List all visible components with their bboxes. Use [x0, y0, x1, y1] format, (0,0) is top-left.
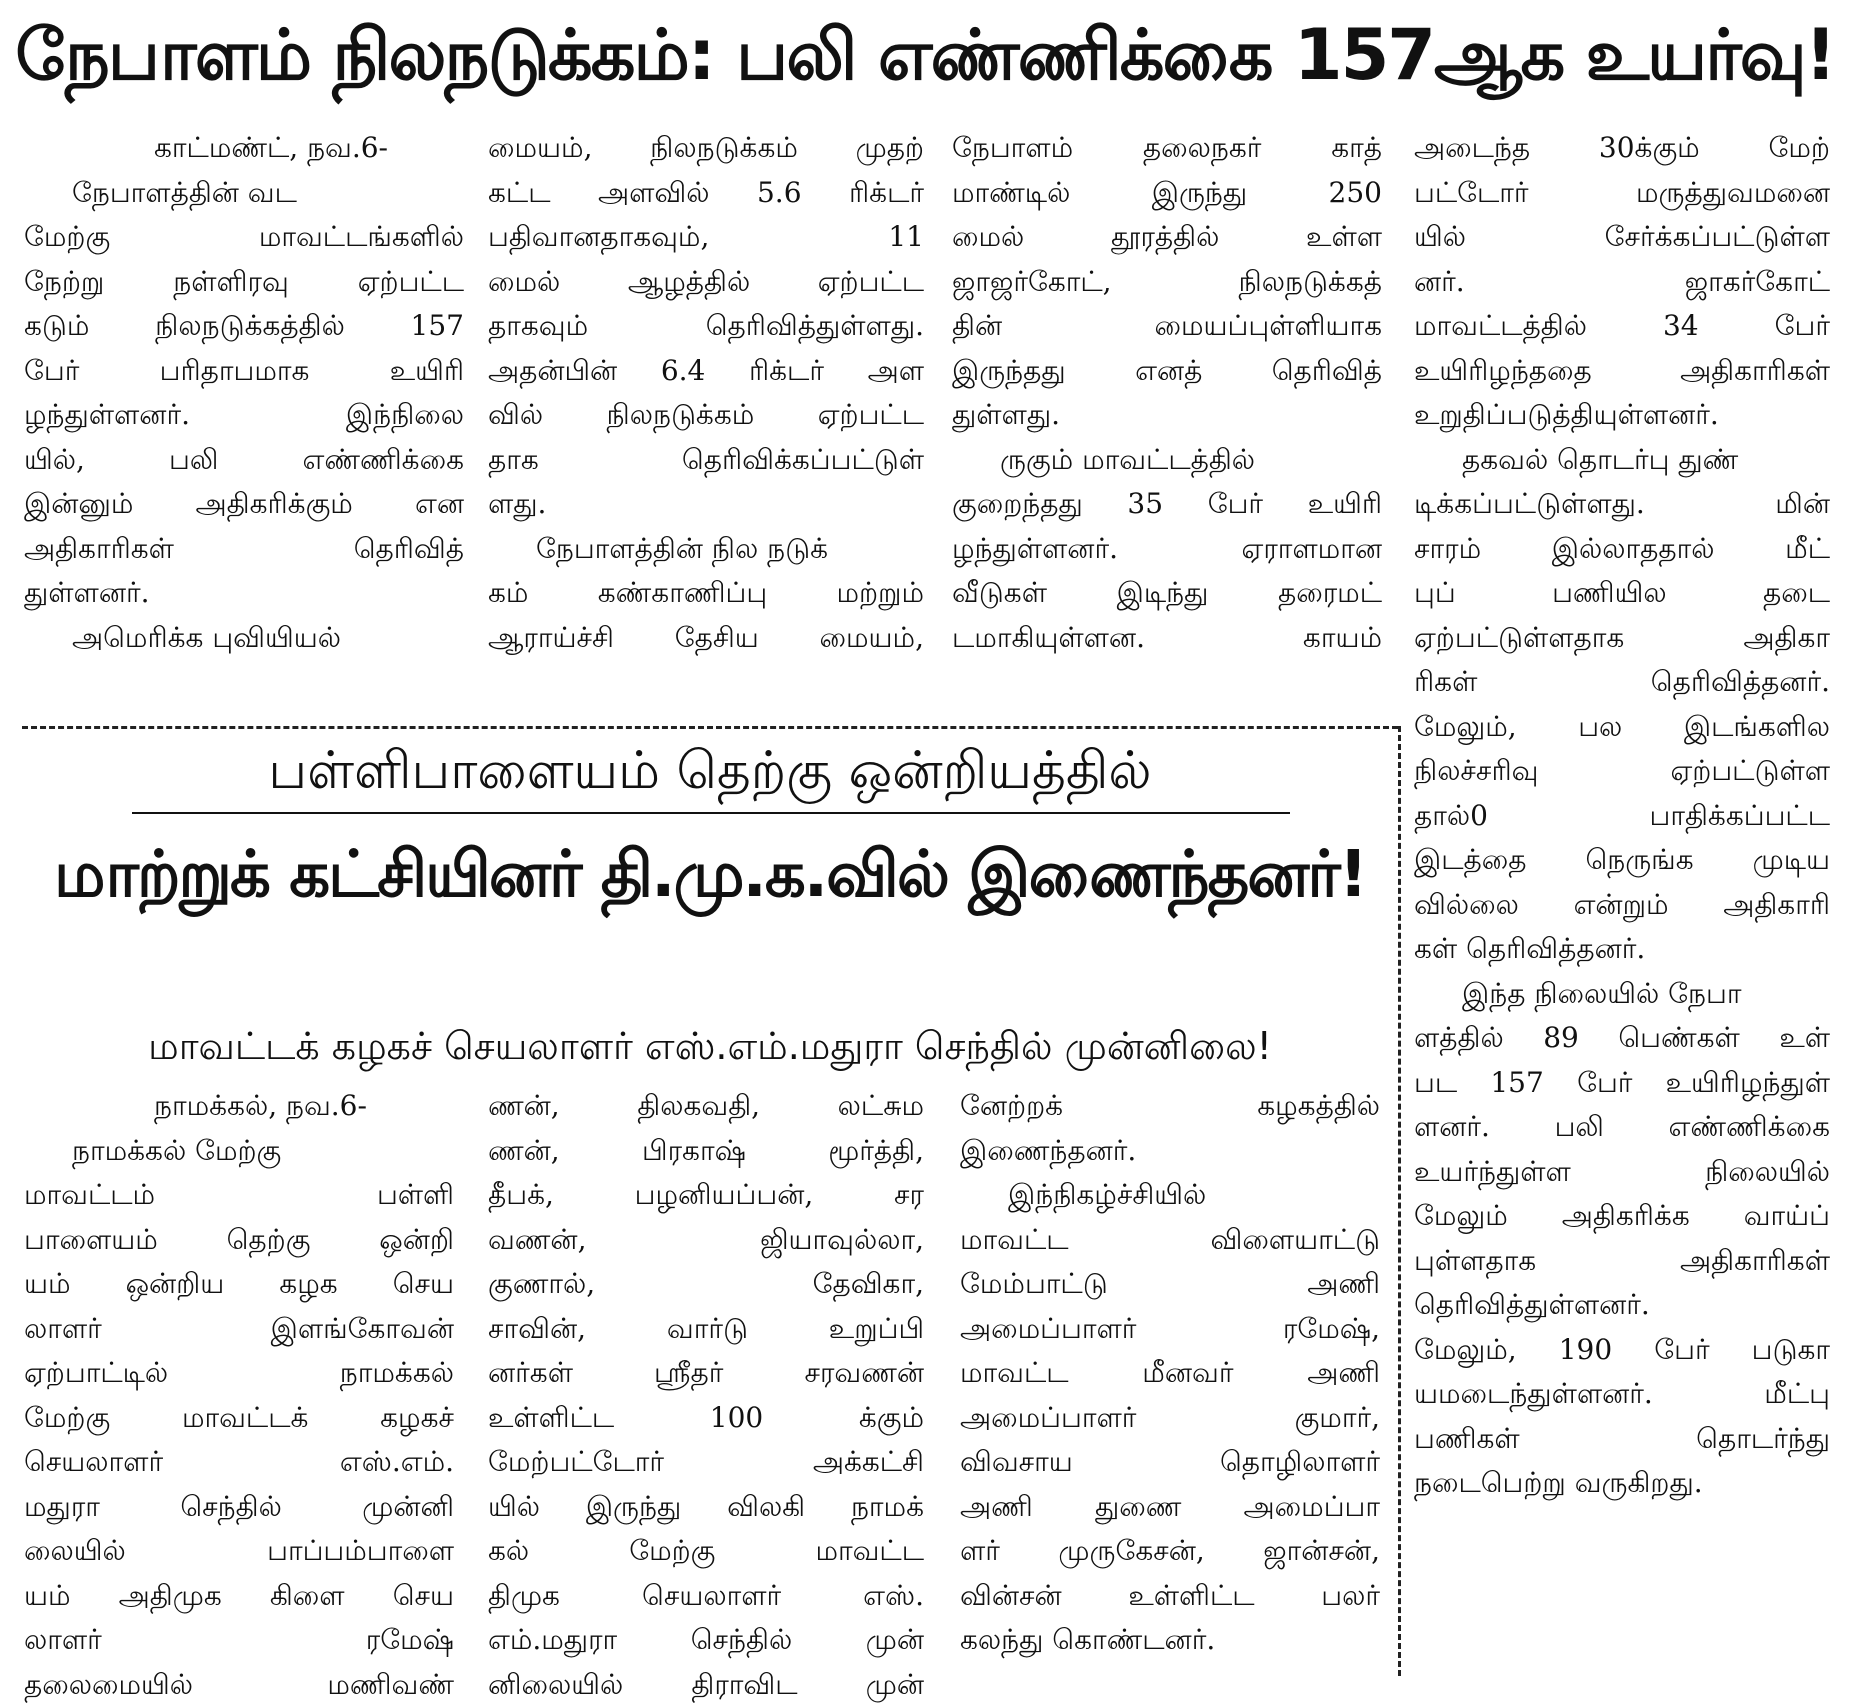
text-line: தெரிவித்துள்ளனர். [1414, 1283, 1830, 1328]
text-line: யம் அதிமுக கிளை செய [24, 1574, 454, 1619]
text-line: மாவட்ட மீனவர் அணி [960, 1351, 1380, 1396]
text-line: மேலும், பல இடங்களில [1414, 705, 1830, 750]
text-line: கடும் நிலநடுக்கத்தில் 157 [24, 304, 464, 349]
text-line: இந்நிகழ்ச்சியில் [960, 1173, 1380, 1218]
text-line: குறைந்தது 35 பேர் உயிரி [952, 482, 1382, 527]
text-line: நேபாளத்தின் வட [24, 171, 464, 216]
text-line: கள் தெரிவித்தனர். [1414, 927, 1830, 972]
headline-nepal-earthquake: நேபாளம் நிலநடுக்கம்: பலி எண்ணிக்கை 157ஆக உயர்வு! [0, 0, 1850, 118]
text-line: ளர் முருகேசன், ஜான்சன், [960, 1529, 1380, 1574]
top-story-column-4 [1414, 126, 1830, 1506]
text-line: மேலும் அதிகரிக்க வாய்ப் [1414, 1194, 1830, 1239]
text-line: இந்த நிலையில் நேபா [1414, 972, 1830, 1017]
text-line: நிலச்சரிவு ஏற்பட்டுள்ள [1414, 749, 1830, 794]
kicker-heading: பள்ளிபாளையம் தெற்கு ஒன்றியத்தில் [22, 736, 1398, 806]
text-line: யில் சேர்க்கப்பட்டுள்ள [1414, 215, 1830, 260]
text-line: னர்கள் ஸ்ரீதர் சரவணன் [488, 1351, 924, 1396]
text-line: இணைந்தனர். [960, 1129, 1380, 1174]
text-line: நேற்று நள்ளிரவு ஏற்பட்ட [24, 260, 464, 305]
text-line: உறுதிப்படுத்தியுள்ளனர். [1414, 393, 1830, 438]
text-line: அதிகாரிகள் தெரிவித் [24, 527, 464, 572]
top-story-column-1 [24, 126, 464, 660]
text-line: னேற்றக் கழகத்தில் [960, 1084, 1380, 1129]
dashed-box-top-border [22, 726, 1398, 729]
text-line: ணன், பிரகாஷ் மூர்த்தி, [488, 1129, 924, 1174]
text-line: யில், பலி எண்ணிக்கை [24, 438, 464, 483]
text-line: வின்சன் உள்ளிட்ட பலர் [960, 1574, 1380, 1619]
text-line: ரிகள் தெரிவித்தனர். [1414, 660, 1830, 705]
text-line: பணிகள் தொடர்ந்து [1414, 1417, 1830, 1462]
dateline: நாமக்கல், நவ.6- [24, 1084, 454, 1129]
text-line: திமுக செயலாளர் எஸ். [488, 1574, 924, 1619]
text-line: வில்லை என்றும் அதிகாரி [1414, 883, 1830, 928]
text-line: பேர் பரிதாபமாக உயிரி [24, 349, 464, 394]
text-line: குணால், தேவிகா, [488, 1262, 924, 1307]
text-line: ஏற்பட்டுள்ளதாக அதிகா [1414, 616, 1830, 661]
text-line: இருந்தது எனத் தெரிவித் [952, 349, 1382, 394]
text-line: பாளையம் தெற்கு ஒன்றி [24, 1218, 454, 1263]
text-line: லாளர் இளங்கோவன் [24, 1307, 454, 1352]
text-line: மேம்பாட்டு அணி [960, 1262, 1380, 1307]
text-line: நடைபெற்று வருகிறது. [1414, 1461, 1830, 1506]
text-line: ஆராய்ச்சி தேசிய மையம், [488, 616, 924, 661]
text-line: தால்0 பாதிக்கப்பட்ட [1414, 794, 1830, 839]
text-line: லாளர் ரமேஷ் [24, 1618, 454, 1663]
top-story-column-3 [952, 126, 1382, 660]
text-line: கல் மேற்கு மாவட்ட [488, 1529, 924, 1574]
text-line: நேபாளத்தின் நில நடுக் [488, 527, 924, 572]
text-line: இன்னும் அதிகரிக்கும் என [24, 482, 464, 527]
kicker-underline [132, 812, 1290, 814]
text-line: சாரம் இல்லாததால் மீட் [1414, 527, 1830, 572]
text-line: உயர்ந்துள்ள நிலையில் [1414, 1150, 1830, 1195]
text-line: புப் பணியில தடை [1414, 571, 1830, 616]
text-line: வணன், ஜியாவுல்லா, [488, 1218, 924, 1263]
text-line: உயிரிழந்ததை அதிகாரிகள் [1414, 349, 1830, 394]
text-line: அடைந்த 30க்கும் மேற் [1414, 126, 1830, 171]
dashed-box-right-border [1398, 726, 1401, 1676]
text-line: மாவட்டம் பள்ளி [24, 1173, 454, 1218]
text-line: புள்ளதாக அதிகாரிகள் [1414, 1239, 1830, 1284]
text-line: மையம், நிலநடுக்கம் முதற் [488, 126, 924, 171]
second-story-column-3 [960, 1084, 1380, 1663]
text-line: மாவட்ட விளையாட்டு [960, 1218, 1380, 1263]
text-line: மேற்கு மாவட்டக் கழகச் [24, 1396, 454, 1441]
second-story-column-1 [24, 1084, 454, 1707]
text-line: ஏற்பாட்டில் நாமக்கல் [24, 1351, 454, 1396]
text-line: தாகவும் தெரிவித்துள்ளது. [488, 304, 924, 349]
text-line: ணன், திலகவதி, லட்சும [488, 1084, 924, 1129]
text-line: ருகும் மாவட்டத்தில் [952, 438, 1382, 483]
text-line: நேபாளம் தலைநகர் காத் [952, 126, 1382, 171]
text-line: நாமக்கல் மேற்கு [24, 1129, 454, 1174]
text-line: அதன்பின் 6.4 ரிக்டர் அள [488, 349, 924, 394]
text-line: வில் நிலநடுக்கம் ஏற்பட்ட [488, 393, 924, 438]
text-line: லையில் பாப்பம்பாளை [24, 1529, 454, 1574]
text-line: மதுரா செந்தில் முன்னி [24, 1485, 454, 1530]
text-line: மேற்பட்டோர் அக்கட்சி [488, 1440, 924, 1485]
text-line: உள்ளிட்ட 100 க்கும் [488, 1396, 924, 1441]
text-line: மைல் தூரத்தில் உள்ள [952, 215, 1382, 260]
text-line: வீடுகள் இடிந்து தரைமட் [952, 571, 1382, 616]
text-line: கம் கண்காணிப்பு மற்றும் [488, 571, 924, 616]
text-line: கட்ட அளவில் 5.6 ரிக்டர் [488, 171, 924, 216]
text-line: அமெரிக்க புவியியல் [24, 616, 464, 661]
text-line: மாண்டில் இருந்து 250 [952, 171, 1382, 216]
text-line: சாவின், வார்டு உறுப்பி [488, 1307, 924, 1352]
text-line: விவசாய தொழிலாளர் [960, 1440, 1380, 1485]
text-line: டிக்கப்பட்டுள்ளது. மின் [1414, 482, 1830, 527]
text-line: மேலும், 190 பேர் படுகா [1414, 1328, 1830, 1373]
text-line: துள்ளனர். [24, 571, 464, 616]
text-line: அமைப்பாளர் ரமேஷ், [960, 1307, 1380, 1352]
text-line: ஜாஜர்கோட், நிலநடுக்கத் [952, 260, 1382, 305]
text-line: பதிவானதாகவும், 11 [488, 215, 924, 260]
text-line: யில் இருந்து விலகி நாமக் [488, 1485, 924, 1530]
dateline: காட்மண்ட், நவ.6- [24, 126, 464, 171]
text-line: டமாகியுள்ளன. காயம் [952, 616, 1382, 661]
text-line: மைல் ஆழத்தில் ஏற்பட்ட [488, 260, 924, 305]
text-line: ளனர். பலி எண்ணிக்கை [1414, 1105, 1830, 1150]
text-line: தாக தெரிவிக்கப்பட்டுள் [488, 438, 924, 483]
text-line: துள்ளது. [952, 393, 1382, 438]
text-line: செயலாளர் எஸ்.எம். [24, 1440, 454, 1485]
subheadline: மாவட்டக் கழகச் செயலாளர் எஸ்.எம்.மதுரா செந்தில் முன்னிலை! [22, 1014, 1398, 1078]
text-line: பட்டோர் மருத்துவமனை [1414, 171, 1830, 216]
text-line: இடத்தை நெருங்க முடிய [1414, 838, 1830, 883]
text-line: னர். ஜாகர்கோட் [1414, 260, 1830, 305]
top-story-column-2 [488, 126, 924, 660]
text-line: ளது. [488, 482, 924, 527]
text-line: மேற்கு மாவட்டங்களில் [24, 215, 464, 260]
text-line: தகவல் தொடர்பு துண் [1414, 438, 1830, 483]
text-line: அணி துணை அமைப்பா [960, 1485, 1380, 1530]
text-line: னிலையில் திராவிட முன் [488, 1663, 924, 1707]
text-line: யம் ஒன்றிய கழக செய [24, 1262, 454, 1307]
text-line: பட 157 பேர் உயிரிழந்துள் [1414, 1061, 1830, 1106]
text-line: யமடைந்துள்ளனர். மீட்பு [1414, 1372, 1830, 1417]
headline-dmk-joining: மாற்றுக் கட்சியினர் தி.மு.க.வில் இணைந்தனர்! [22, 820, 1398, 930]
text-line: கலந்து கொண்டனர். [960, 1618, 1380, 1663]
text-line: அமைப்பாளர் குமார், [960, 1396, 1380, 1441]
text-line: தின் மையப்புள்ளியாக [952, 304, 1382, 349]
text-line: தலைமையில் மணிவண் [24, 1663, 454, 1707]
second-story-column-2 [488, 1084, 924, 1707]
text-line: ளத்தில் 89 பெண்கள் உள் [1414, 1016, 1830, 1061]
text-line: தீபக், பழனியப்பன், சர [488, 1173, 924, 1218]
text-line: மாவட்டத்தில் 34 பேர் [1414, 304, 1830, 349]
text-line: எம்.மதுரா செந்தில் முன் [488, 1618, 924, 1663]
text-line: ழந்துள்ளனர். இந்நிலை [24, 393, 464, 438]
text-line: ழந்துள்ளனர். ஏராளமான [952, 527, 1382, 572]
